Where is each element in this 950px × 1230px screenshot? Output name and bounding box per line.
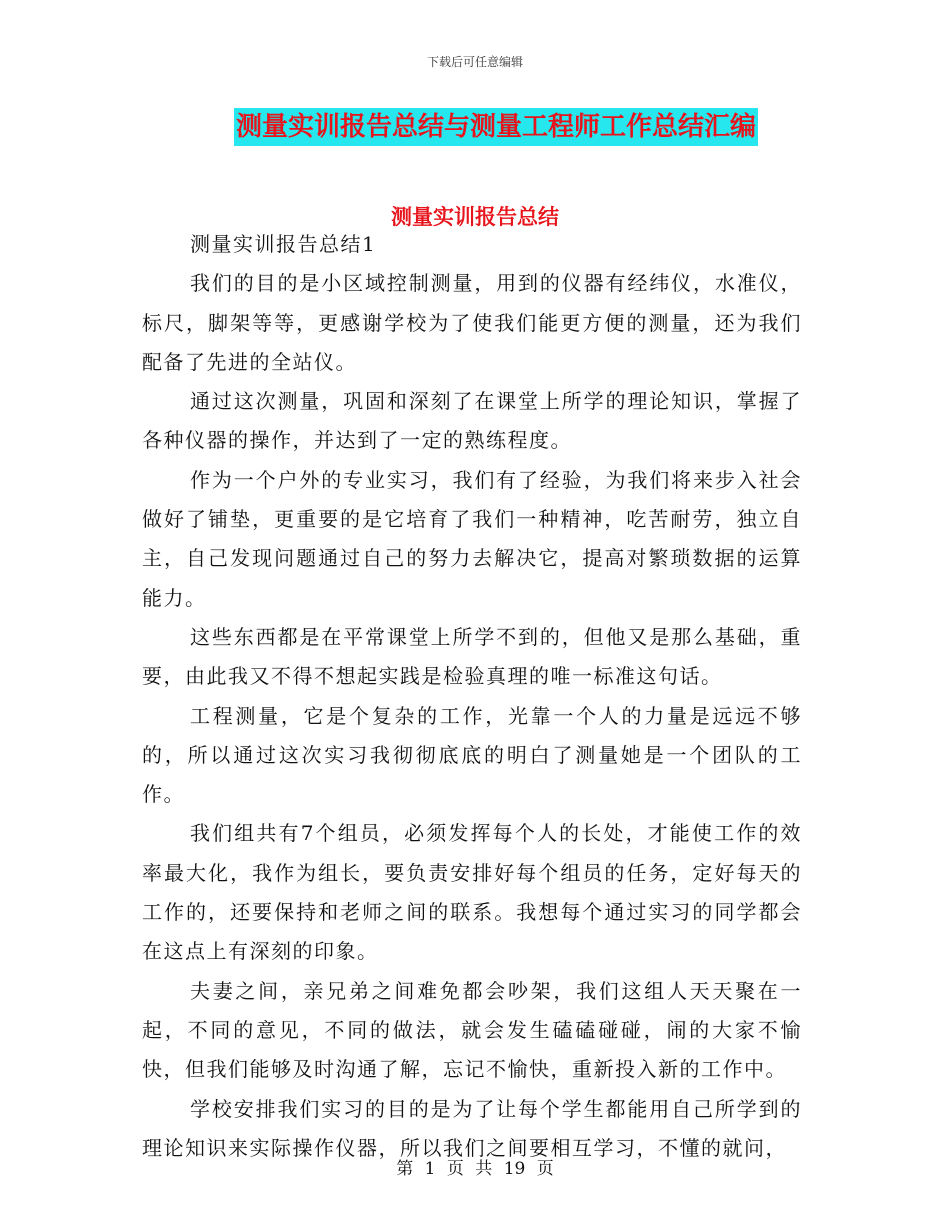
header-note: 下载后可任意编辑	[426, 55, 523, 69]
paragraph: 通过这次测量，巩固和深刻了在课堂上所学的理论知识，掌握了各种仪器的操作，并达到了一定的熟练程度。	[142, 389, 802, 453]
paragraph: 这些东西都是在平常课堂上所学不到的，但他又是那么基础，重要，由此我又不得不想起实践是检验真理的唯一标准这句话。	[142, 624, 802, 689]
section-title: 测量实训报告总结	[391, 205, 559, 229]
paragraph: 夫妻之间，亲兄弟之间难免都会吵架，我们这组人天天聚在一起，不同的意见，不同的做法，就会发生磕磕碰碰，闹的大家不愉快，但我们能够及时沟通了解，忘记不愉快，重新投入新的工作中。	[142, 978, 802, 1082]
paragraph: 我们的目的是小区域控制测量，用到的仪器有经纬仪，水准仪，标尺，脚架等等，更感谢学校为了使我们能更方便的测量，还为我们配备了先进的全站仪。	[142, 271, 802, 374]
page-indicator: 第 1 页 共 19 页	[396, 1159, 554, 1179]
document-title: 测量实训报告总结与测量工程师工作总结汇编	[234, 108, 758, 146]
paragraph: 学校安排我们实习的目的是为了让每个学生都能用自己所学到的理论知识来实际操作仪器，所以我们之间要相互学习，不懂的就问，	[142, 1096, 802, 1160]
paragraph-subtitle: 测量实训报告总结1	[190, 232, 377, 256]
paragraph: 我们组共有7个组员，必须发挥每个人的长处，才能使工作的效率最大化，我作为组长，要负责安排好每个组员的任务，定好每天的工作的，还要保持和老师之间的联系。我想每个通过实习的同学都会在这点上有深刻的印象。	[142, 821, 802, 964]
paragraph: 工程测量，它是个复杂的工作，光靠一个人的力量是远远不够的，所以通过这次实习我彻彻底底的明白了测量她是一个团队的工作。	[142, 703, 802, 807]
paragraph: 作为一个户外的专业实习，我们有了经验，为我们将来步入社会做好了铺垫，更重要的是它培育了我们一种精神，吃苦耐劳，独立自主，自己发现问题通过自己的努力去解决它，提高对繁琐数据的运算能力。	[142, 467, 802, 610]
document-body	[142, 225, 802, 1168]
